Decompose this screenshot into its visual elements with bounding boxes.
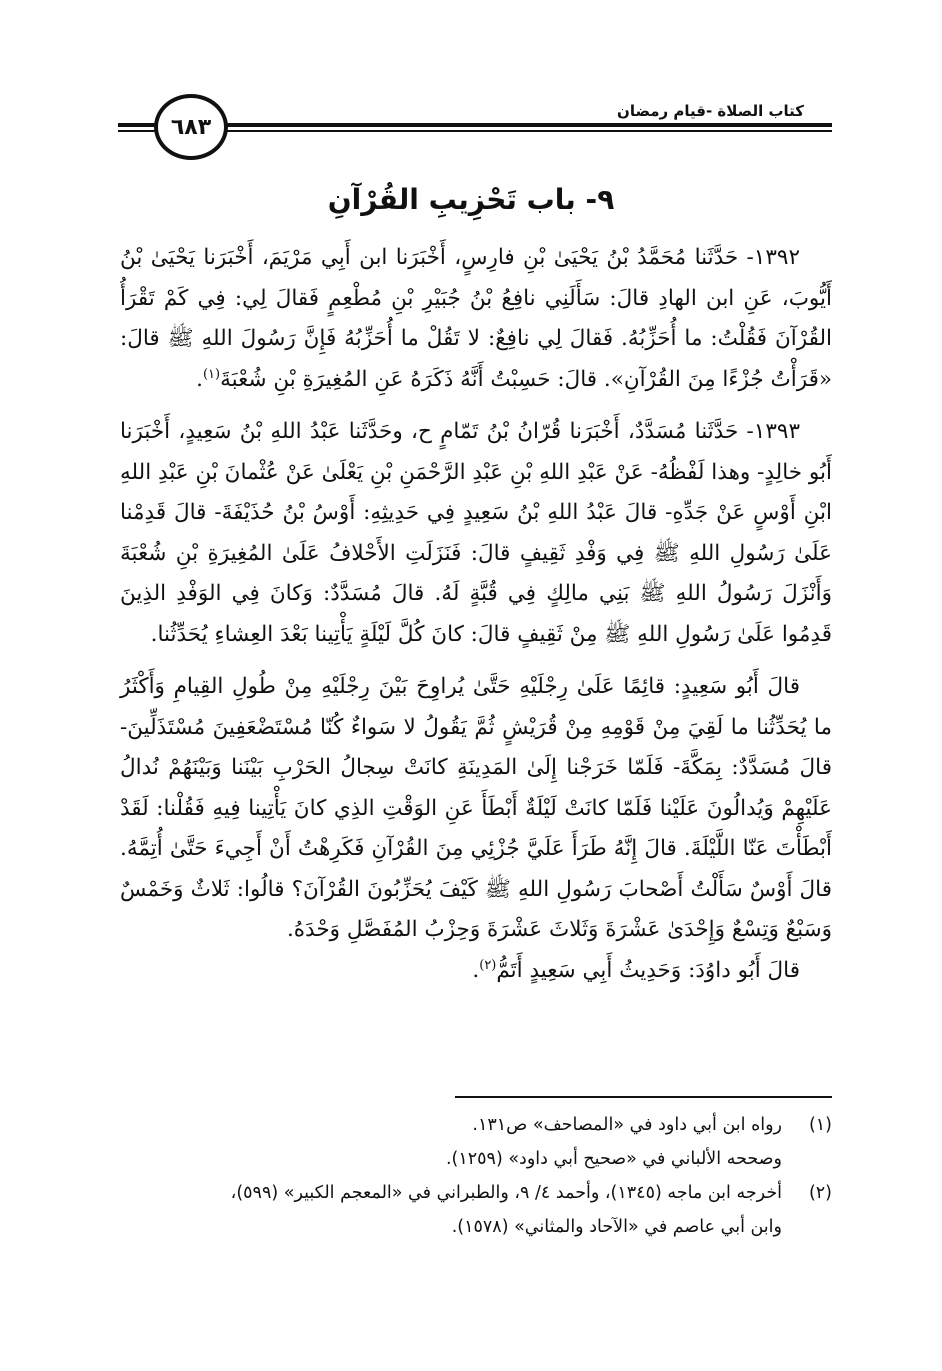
footnote-separator xyxy=(455,1096,832,1098)
page-number xyxy=(154,94,228,160)
chapter-title: ٩- باب تَحْزِيبِ القُرْآنِ xyxy=(327,183,615,216)
footnote-2 xyxy=(120,1176,832,1244)
footnotes xyxy=(120,1108,832,1244)
footnote-1-number: (١) xyxy=(808,1115,832,1135)
footnote-1 xyxy=(120,1108,832,1176)
footnote-ref-2: (٢) xyxy=(479,957,497,973)
header-rule-left-thin xyxy=(118,130,158,132)
main-text xyxy=(120,238,832,991)
footnote-1-body xyxy=(120,1108,782,1176)
footnote-1-line-1: رواه ابن أبي داود في «المصاحف» ص١٣١. xyxy=(472,1115,782,1135)
header-rule-thick xyxy=(208,123,832,127)
footnote-2-line-2: وابن أبي عاصم في «الآحاد والمثاني» (١٥٧٨). xyxy=(451,1217,782,1237)
abu-dawud-comment: قالَ أَبُو داوُدَ: وَحَدِيثُ أَبِي سَعِيدٍ أَتَمُّ$^{(٢)}$. xyxy=(472,957,800,983)
footnote-2-number: (٢) xyxy=(808,1183,832,1203)
abu-dawud-comment-text: قالَ أَبُو داوُدَ: وَحَدِيثُ أَبِي سَعِيدٍ أَتَمُّ xyxy=(496,957,800,983)
footnote-2-line-1: أخرجه ابن ماجه (١٣٤٥)، وأحمد ٤/ ٩، والطبراني في «المعجم الكبير» (٥٩٩)، xyxy=(230,1183,782,1203)
hadith-1392: ١٣٩٢- حَدَّثَنا مُحَمَّدُ بْنُ يَحْيَىٰ بْنِ فارِسٍ، أَخْبَرَنا ابن أَبِي مَرْيَمَ، أَخْبَرَنا يَحْيَىٰ بْنُ أَيُّوبَ، عَنِ ابن الهادِ قالَ: سَأَلَنِي نافِعُ بْنُ جُبَيْرِ بْنِ مُطْعِمٍ فَقالَ لِي: فِي كَمْ تَقْرَأُ القُرْآنَ فَقُلْتُ: ما أُحَزِّبُهُ. فَقالَ لِي نافِعٌ: لا تَقُلْ ما أُحَزِّبُهُ فَإِنَّ رَسُولَ اللهِ ﷺ قالَ: «قَرَأْتُ جُزْءًا مِنَ القُرْآنِ». قالَ: حَسِبْتُ أَنَّهُ ذَكَرَهُ عَنِ المُغِيرَةِ بْنِ شُعْبَةَ$^{(١)}$. xyxy=(120,245,832,392)
page-number-text: ٦٨٣ xyxy=(170,114,212,140)
hadith-1393: ١٣٩٣- حَدَّثَنا مُسَدَّدٌ، أَخْبَرَنا قُرّانُ بْنُ تَمّامٍ ح، وحَدَّثَنا عَبْدُ اللهِ بْنُ سَعِيدٍ، أَخْبَرَنا أَبُو خالِدٍ- وهذا لَفْظُهُ- عَنْ عَبْدِ اللهِ بْنِ عَبْدِ الرَّحْمَنِ بْنِ يَعْلَىٰ عَنْ عُثْمانَ بْنِ عَبْدِ اللهِ ابْنِ أَوْسٍ عَنْ جَدِّهِ- قالَ عَبْدُ اللهِ بْنُ سَعِيدٍ فِي حَدِيثِهِ: أَوْسُ بْنُ حُذَيْفَةَ- قالَ قَدِمْنا عَلَىٰ رَسُولِ اللهِ ﷺ فِي وَفْدِ ثَقِيفٍ قالَ: فَنَزَلَتِ الأَحْلافُ عَلَىٰ المُغِيرَةِ بْنِ شُعْبَةَ وَأَنْزَلَ رَسُولُ اللهِ ﷺ بَنِي مالِكٍ فِي قُبَّةٍ لَهُ. قالَ مُسَدَّدٌ: وَكانَ فِي الوَفْدِ الذِينَ قَدِمُوا عَلَىٰ رَسُولِ اللهِ ﷺ مِنْ ثَقِيفٍ قالَ: كانَ كُلَّ لَيْلَةٍ يَأْتِينا بَعْدَ العِشاءِ يُحَدِّثُنا. xyxy=(120,419,832,647)
page-header xyxy=(118,96,832,156)
footnote-ref-1: (١) xyxy=(202,366,221,382)
running-title: كتاب الصلاة -قيام رمضان xyxy=(607,102,814,120)
header-rule-left-thick xyxy=(118,123,158,127)
hadith-1393-continued: قالَ أَبُو سَعِيدٍ: قائِمًا عَلَىٰ رِجْلَيْهِ حَتَّىٰ يُراوِحَ بَيْنَ رِجْلَيْهِ مِنْ طُولِ القِيامِ وَأَكْثَرُ ما يُحَدِّثُنا ما لَقِيَ مِنْ قَوْمِهِ مِنْ قُرَيْشٍ ثُمَّ يَقُولُ لا سَواءٌ كُنّا مُسْتَضْعَفِينَ مُسْتَذَلِّينَ- قالَ مُسَدَّدٌ: بِمَكَّةَ- فَلَمّا خَرَجْنا إِلَىٰ المَدِينَةِ كانَتْ سِجالُ الحَرْبِ بَيْنَنا وَبَيْنَهُمْ نُدالُ عَلَيْهِمْ وَيُدالُونَ عَلَيْنا فَلَمّا كانَتْ لَيْلَةٌ أَبْطَأَ عَنِ الوَقْتِ الذِي كانَ يَأْتِينا فِيهِ فَقُلْنا: لَقَدْ أَبْطَأْتَ عَنّا اللَّيْلَةَ. قالَ إِنَّهُ طَرَأَ عَلَيَّ جُزْئِي مِنَ القُرْآنِ فَكَرِهْتُ أَنْ أَجِيءَ حَتَّىٰ أُتِمَّهُ. قالَ أَوْسٌ سَأَلْتُ أَصْحابَ رَسُولِ اللهِ ﷺ كَيْفَ يُحَزِّبُونَ القُرْآنَ؟ قالُوا: ثَلاثٌ وَخَمْسٌ وَسَبْعٌ وَتِسْعٌ وَإِحْدَىٰ عَشْرَةَ وَثَلاثَ عَشْرَةَ وَحِزْبُ المُفَصَّلِ وَحْدَهُ. xyxy=(120,674,832,942)
hadith-1392-text: ١٣٩٢- حَدَّثَنا مُحَمَّدُ بْنُ يَحْيَىٰ بْنِ فارِسٍ، أَخْبَرَنا ابن أَبِي مَرْيَمَ، أَخْبَرَنا يَحْيَىٰ بْنُ أَيُّوبَ، عَنِ ابن الهادِ قالَ: سَأَلَنِي نافِعُ بْنُ جُبَيْرِ بْنِ مُطْعِمٍ فَقالَ لِي: فِي كَمْ تَقْرَأُ القُرْآنَ فَقُلْتُ: ما أُحَزِّبُهُ. فَقالَ لِي نافِعٌ: لا تَقُلْ ما أُحَزِّبُهُ فَإِنَّ رَسُولَ اللهِ ﷺ قالَ: «قَرَأْتُ جُزْءًا مِنَ القُرْآنِ». قالَ: حَسِبْتُ أَنَّهُ ذَكَرَهُ عَنِ المُغِيرَةِ بْنِ شُعْبَةَ xyxy=(120,245,832,392)
footnote-1-line-2: وصححه الألباني في «صحيح أبي داود» (١٢٥٩). xyxy=(445,1149,782,1169)
header-rule-thin xyxy=(208,130,832,132)
footnote-2-body xyxy=(120,1176,782,1244)
